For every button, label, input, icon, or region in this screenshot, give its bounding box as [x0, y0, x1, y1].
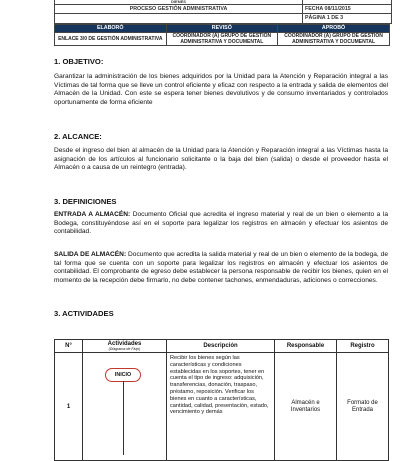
aprobo-header: APROBÓ [278, 25, 390, 33]
activities-table [54, 339, 389, 461]
aprobo-value: COORDINADOR (A) GRUPO DE GESTIÓN ADMINISTRATIVA Y DOCUMENTAL [278, 33, 390, 46]
objetivo-text: Garantizar la administración de los bienes adquiridos por la Unidad para la Atención y Reparación integral a las Víctimas de tal forma que se lleve un control eficiente y eficaz con respecto a la entrada y salida de elementos del Almacén de la Unidad. Con este se espera tener bienes devolutivos y de consumo inventariados y controlados oportunamente de forma eficiente [54, 73, 388, 106]
approval-table [54, 24, 390, 46]
salida-term: SALIDA DE ALMACÉN: [54, 251, 127, 258]
salida-text: Documento que acredita la salida material y real de un bien o elemento de la bodega, de tal forma que se cuenta con un soporte para legalizar los registros en almacén y efectuar los asientos de contabilidad. El comprobante de egreso debe establecer la persona responsable de recibir los bienes, quien en el momento de la recepción debe firmarlo, no debe contener tachones, enmendaduras, adiciones o correcciones. [54, 251, 388, 284]
reviso-header: REVISÓ [166, 25, 278, 33]
responsible-header: Responsable [275, 340, 337, 353]
entrada-definition [54, 211, 388, 237]
objetivo-heading: 1. OBJETIVO: [54, 57, 104, 66]
alcance-heading: 2. ALCANCE: [54, 132, 102, 141]
activities-header [83, 340, 167, 353]
document-date: FECHA 08/11/2015 [302, 5, 391, 13]
definiciones-heading: 3. DEFINICIONES [54, 197, 117, 206]
record-header: Registro [337, 340, 389, 353]
process-name: PROCESO GESTIÓN ADMINISTRATIVA [129, 6, 228, 12]
header-cut-title: DIENES [171, 0, 186, 4]
elaboro-value: ENLACE 3/0 DE GESTIÓN ADMINISTRATIVA [55, 33, 167, 46]
num-header: N° [55, 340, 83, 353]
actividades-heading: 3. ACTIVIDADES [54, 309, 114, 318]
activities-header-label: Actividades [107, 341, 142, 347]
activities-header-sub: (Diagrama de Flujo) [108, 347, 141, 351]
flow-connector-line [123, 381, 124, 455]
elaboro-header: ELABORÓ [55, 25, 167, 33]
alcance-text: Desde el ingreso del bien al almacén de la Unidad para la Atención y Reparación integral a las Víctimas hasta la asignación de los artículos al funcionario solicitante o la baja del bien (salida) o desde el proveedor hasta el Almacén o a causa de un reintegro (entrada). [54, 147, 388, 172]
table-row [55, 353, 389, 461]
row-record: Formato de Entrada [337, 353, 389, 461]
entrada-text: Documento Oficial que acredita el ingreso material y real de un bien o elemento a la Bodega, constituyéndose así en el soporte para legalizar los registros en almacén y efectuar los asientos de contabilidad. [54, 211, 388, 236]
page-number: PÁGINA 1 DE 3 [302, 14, 391, 23]
document-header [54, 0, 392, 24]
start-terminator-shape: INICIO [105, 368, 141, 382]
row-number: 1 [55, 353, 83, 461]
row-description: Recibir los bienes según las características y condiciones establecidas en los soportes, tener en cuenta el tipo de ingreso: adquisición, transferencias, donación, traspaso, préstamo, reposición. Verificar los bienes en cuanto a características, cantidad, calidad, presentación, estado, vencimiento y demás [167, 353, 275, 461]
reviso-value: COORDINADOR (A) GRUPO DE GESTIÓN ADMINISTRATIVA Y DOCUMENTAL [166, 33, 278, 46]
salida-definition [54, 251, 388, 285]
row-responsible: Almacén e Inventarios [275, 353, 337, 461]
flow-diagram-cell [83, 353, 167, 461]
entrada-term: ENTRADA A ALMACÉN: [54, 211, 131, 218]
description-header: Descripción [167, 340, 275, 353]
